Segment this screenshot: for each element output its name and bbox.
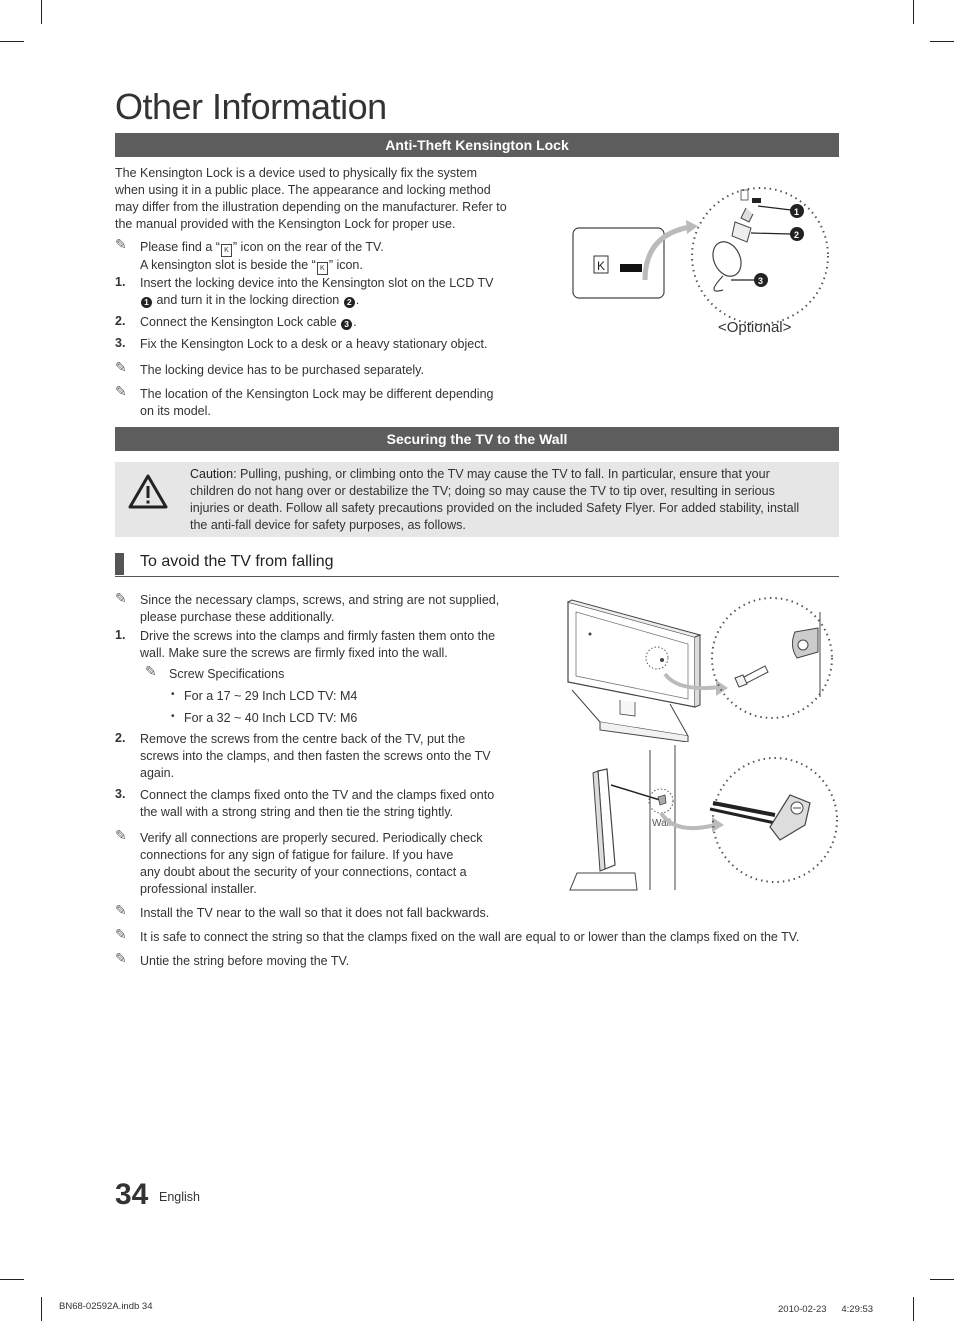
wall-note-5: Untie the string before moving the TV.: [140, 954, 350, 968]
step-text: and turn it in the locking direction: [156, 293, 340, 307]
kensington-intro: [115, 165, 535, 233]
kensington-note-2: The locking device has to be purchased separately.: [140, 363, 424, 377]
footer-file-info: BN68-02592A.indb 34: [59, 1301, 153, 1312]
crop-mark: [41, 1297, 42, 1321]
note-text: Verify all connections are properly secured. Periodically check: [140, 831, 483, 845]
step-text: screws into the clamps, and then fasten the screws onto the TV: [140, 749, 491, 763]
intro-line: when using it in a public place. The appearance and locking method: [115, 183, 491, 197]
step-number: 2.: [115, 314, 126, 328]
wall-note-3: Install the TV near to the wall so that it does not fall backwards.: [140, 906, 490, 920]
crop-mark: [0, 41, 24, 42]
section-header-wall: Securing the TV to the Wall: [115, 427, 839, 451]
caution-line: children do not hang over or destabilize the TV; doing so may cause the TV to tip over, resulting in serious: [190, 484, 775, 498]
intro-line: The Kensington Lock is a device used to physically fix the system: [115, 166, 477, 180]
kensington-k-icon: K: [317, 262, 328, 275]
optional-label: <Optional>: [718, 319, 792, 336]
caution-text: [190, 466, 830, 534]
page-title: Other Information: [115, 86, 387, 127]
lock-cylinder: [708, 237, 747, 281]
note-text: The location of the Kensington Lock may be different depending: [140, 387, 494, 401]
callout-line: [758, 206, 791, 210]
bullet: •: [171, 711, 175, 722]
callout-1-text: 1: [794, 207, 800, 217]
page-language: English: [159, 1190, 200, 1204]
note-text: ” icon on the rear of the TV.: [232, 240, 384, 254]
callout-number-1: 1: [141, 297, 152, 308]
caution-line: : Pulling, pushing, or climbing onto the TV may cause the TV to fall. In particular, ensure that your: [233, 467, 770, 481]
note-icon: ✎: [115, 827, 127, 843]
step-number: 3.: [115, 787, 126, 801]
lock-cable: [714, 276, 723, 291]
screw-spec-1: For a 17 ~ 29 Inch LCD TV: M4: [184, 689, 358, 703]
note-icon: ✎: [145, 663, 157, 679]
note-text: please purchase these additionally.: [140, 610, 335, 624]
kensington-step-2: [140, 314, 530, 331]
k-slot-label: K: [597, 259, 606, 273]
step-number: 3.: [115, 336, 126, 350]
note-text: connections for any sign of fatigue for failure. If you have: [140, 848, 454, 862]
wall-step-1: [140, 628, 530, 662]
intro-line: may differ from the illustration depending on the manufacturer. Refer to: [115, 200, 507, 214]
step-number: 2.: [115, 731, 126, 745]
note-icon: ✎: [115, 383, 127, 399]
wall-note-4: It is safe to connect the string so that the clamps fixed on the wall are equal to or lower than the clamps fixed on the TV.: [140, 930, 800, 944]
crop-mark: [41, 0, 42, 24]
note-text: ” icon.: [328, 258, 363, 272]
note-text: Please find a “: [140, 240, 220, 254]
tv-back-illustration: [560, 592, 845, 742]
callout-line: [751, 233, 791, 234]
lock-body: [732, 222, 751, 242]
subheading-avoid-falling: [115, 552, 839, 577]
note-text: Since the necessary clamps, screws, and string are not supplied,: [140, 593, 500, 607]
wall-step-3: [140, 787, 535, 821]
note-icon: ✎: [115, 950, 127, 966]
wall-side-illustration: [565, 745, 845, 895]
callout-number-3: 3: [341, 319, 352, 330]
crop-mark: [913, 0, 914, 24]
step-text: Insert the locking device into the Kensington slot on the LCD TV: [140, 276, 494, 290]
step-text: wall. Make sure the screws are firmly fixed into the wall.: [140, 646, 448, 660]
callout-2-text: 2: [794, 230, 800, 240]
small-k-icon: [741, 190, 748, 200]
step-text: Drive the screws into the clamps and firmly fasten them onto the: [140, 629, 496, 643]
wall-label: Wall: [652, 818, 672, 829]
bullet: •: [171, 689, 175, 700]
kensington-k-icon: K: [221, 244, 232, 257]
step-text: .: [353, 315, 357, 329]
step-text: the wall with a strong string and then tie the string tightly.: [140, 805, 454, 819]
caution-line: the anti-fall device for safety purposes, as follows.: [190, 518, 466, 532]
callout-number-2: 2: [344, 297, 355, 308]
crop-mark: [0, 1279, 24, 1280]
kensington-illustration: [565, 170, 845, 350]
note-icon: ✎: [115, 926, 127, 942]
note-icon: ✎: [115, 590, 127, 606]
step-text: Connect the clamps fixed onto the TV and the clamps fixed onto: [140, 788, 495, 802]
screw-spec-title: Screw Specifications: [169, 667, 285, 681]
step-text: Remove the screws from the centre back of the TV, put the: [140, 732, 466, 746]
wall-note-1: [140, 592, 530, 626]
note-icon: ✎: [115, 236, 127, 252]
footer-timestamp: 2010-02-23 4:29:53: [778, 1304, 874, 1315]
section-header-kensington: Anti-Theft Kensington Lock: [115, 133, 839, 157]
note-text: A kensington slot is beside the “: [140, 258, 316, 272]
crop-mark: [913, 1297, 914, 1321]
page-number: 34: [115, 1178, 149, 1211]
crop-mark: [930, 1279, 954, 1280]
kensington-note-3: [140, 386, 530, 420]
kensington-slot: [620, 264, 642, 272]
note-icon: ✎: [115, 902, 127, 918]
subheading-marker: [115, 553, 124, 575]
intro-line: the manual provided with the Kensington Lock for proper use.: [115, 217, 456, 231]
note-text: professional installer.: [140, 882, 257, 896]
crop-mark: [930, 41, 954, 42]
warning-triangle-icon: [127, 473, 169, 511]
note-text: any doubt about the security of your connections, contact a: [140, 865, 467, 879]
wall-note-2: [140, 830, 530, 898]
step-text: again.: [140, 766, 175, 780]
note-text: on its model.: [140, 404, 211, 418]
tv-back-panel: [573, 228, 664, 298]
kensington-note-1: [140, 239, 530, 275]
screw-spec-2: For a 32 ~ 40 Inch LCD TV: M6: [184, 711, 358, 725]
kensington-step-3: Fix the Kensington Lock to a desk or a heavy stationary object.: [140, 337, 488, 351]
note-icon: ✎: [115, 359, 127, 375]
step-text: Connect the Kensington Lock cable: [140, 315, 337, 329]
wall-step-2: [140, 731, 535, 782]
caution-label: Caution: [190, 467, 234, 481]
kensington-step-1: [140, 275, 530, 309]
caution-line: injuries or death. Follow all safety precautions provided on the included Safety Flyer. For added stability, install: [190, 501, 800, 515]
step-number: 1.: [115, 275, 126, 289]
step-text: .: [355, 293, 360, 307]
step-number: 1.: [115, 628, 126, 642]
lock-tip: [741, 208, 753, 222]
callout-3-text: 3: [758, 276, 764, 286]
small-slot: [752, 198, 761, 203]
subheading-label: To avoid the TV from falling: [140, 553, 334, 570]
